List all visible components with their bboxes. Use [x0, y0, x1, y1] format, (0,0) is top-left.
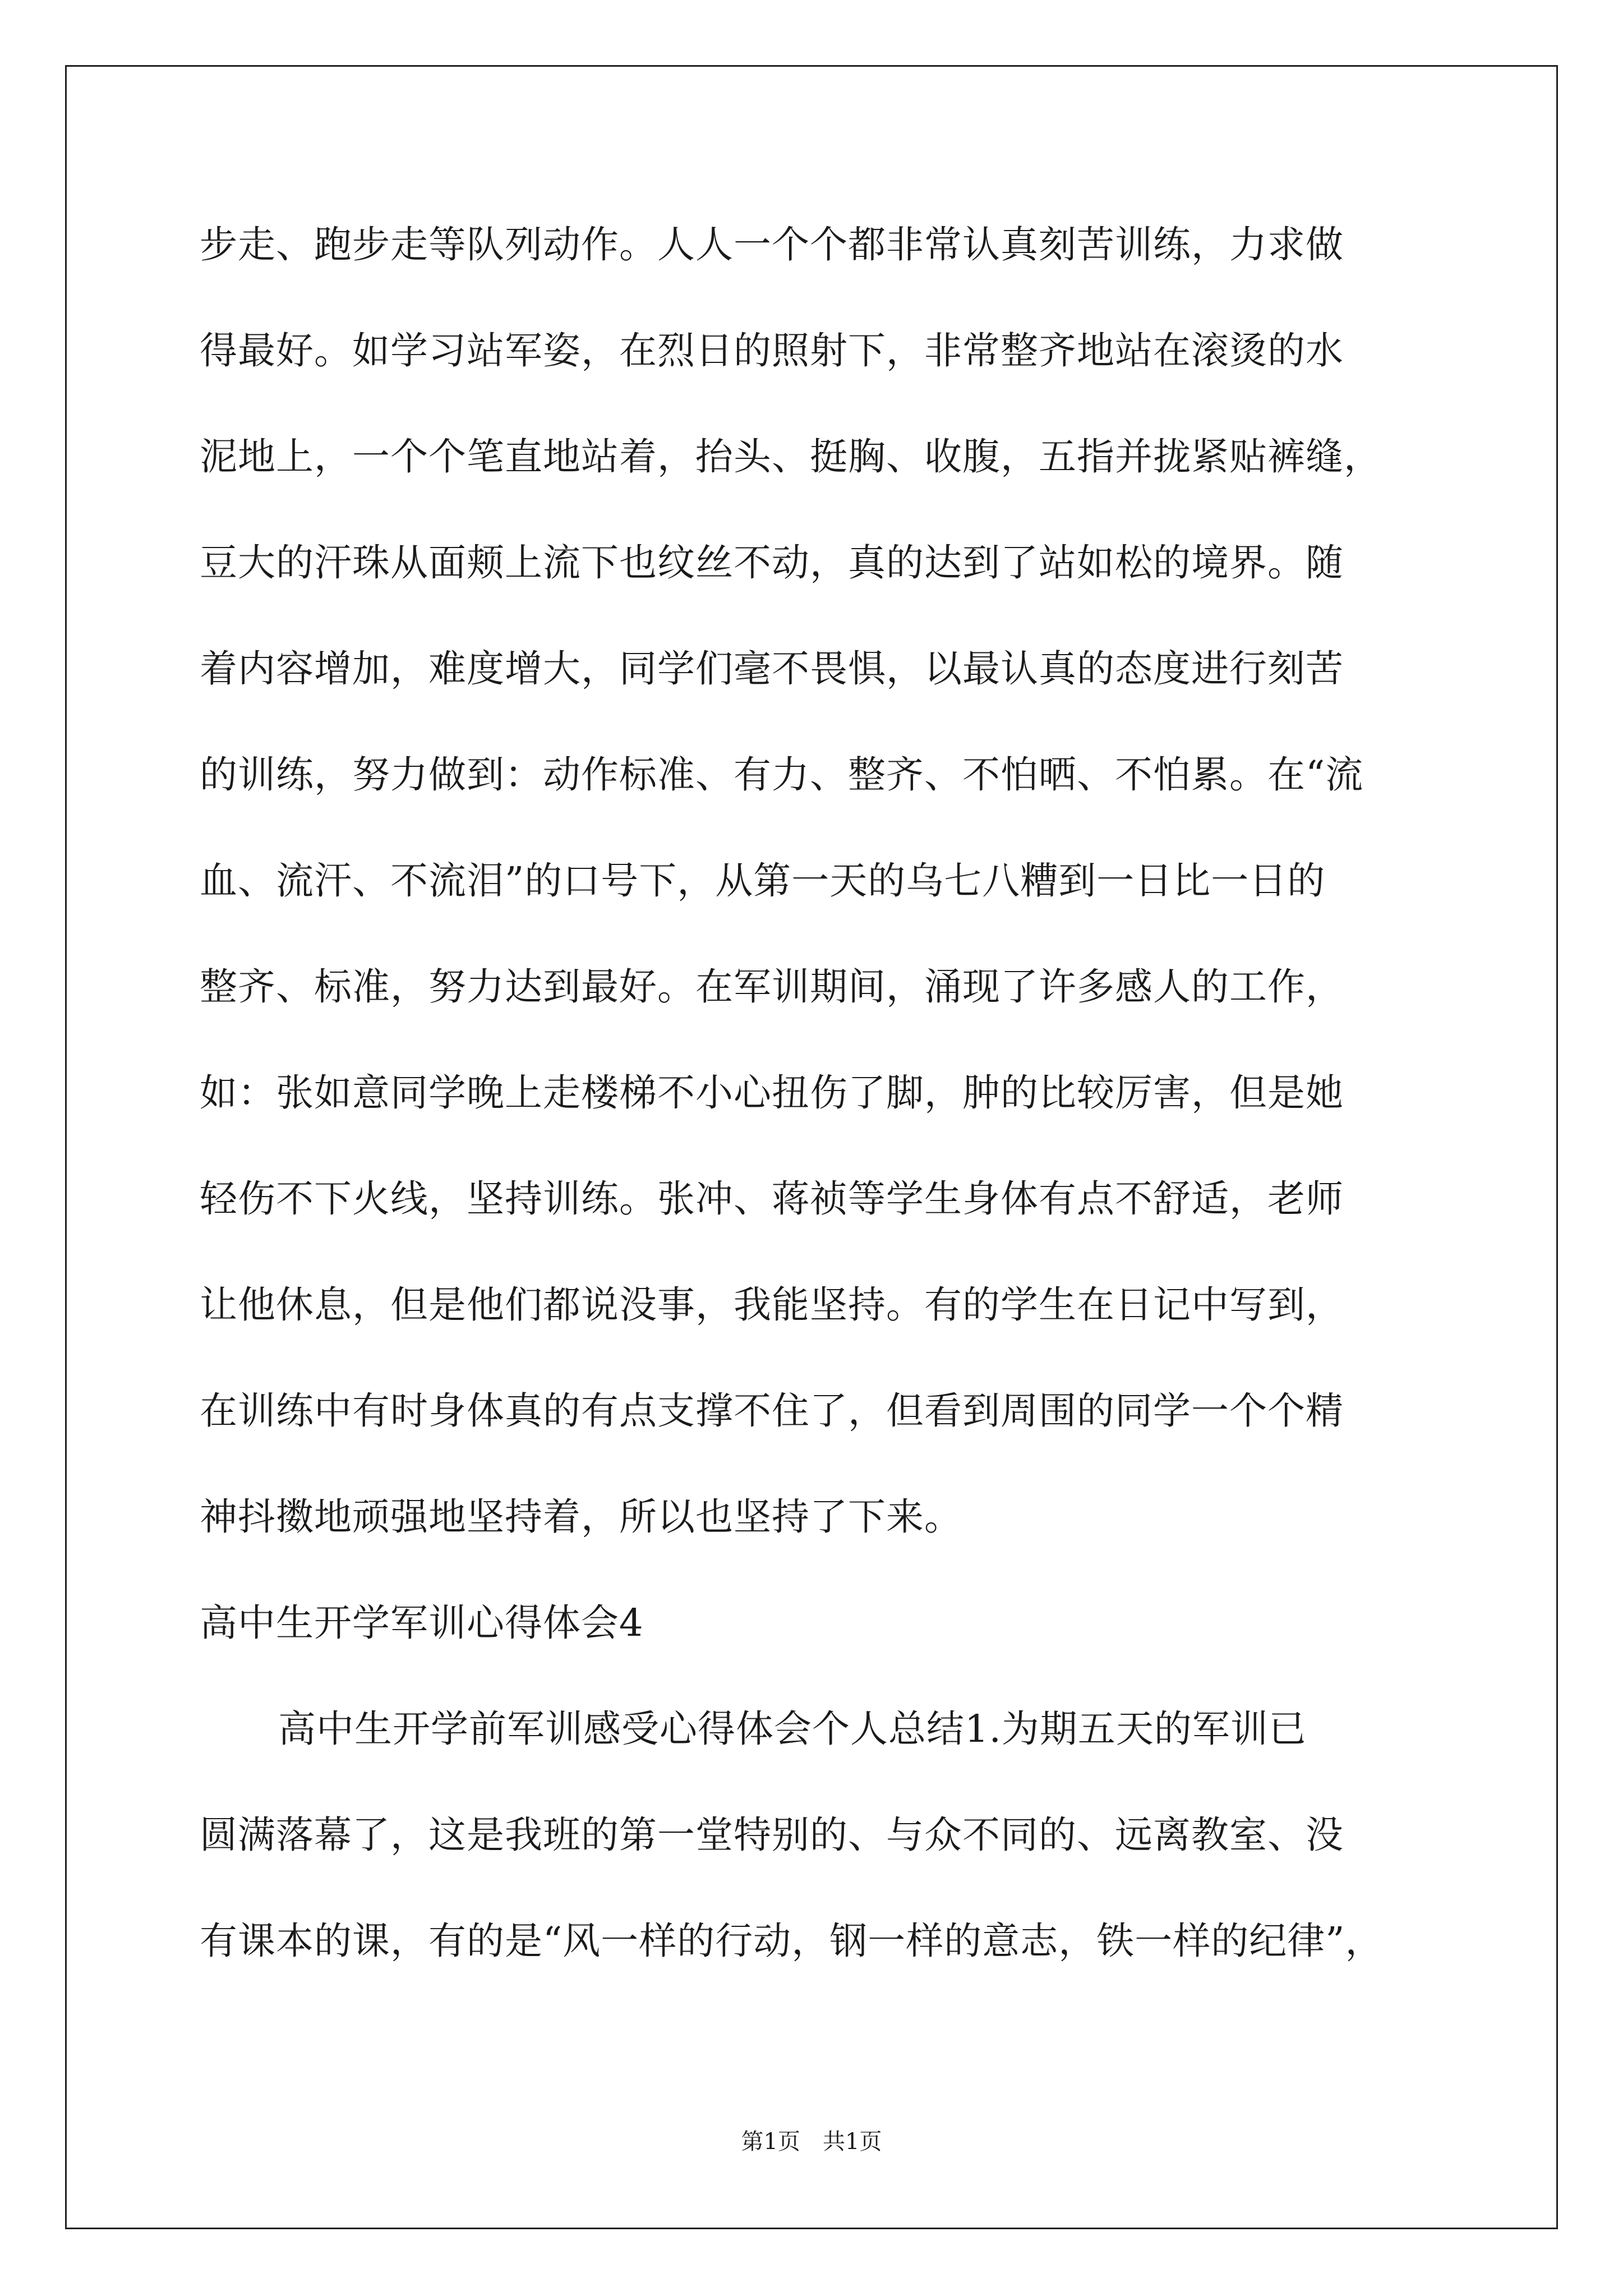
- text-line: 泥地上，一个个笔直地站着，抬头、挺胸、收腹，五指并拢紧贴裤缝，: [200, 435, 1382, 478]
- document-body: [200, 219, 1433, 2021]
- text-line: 让他休息，但是他们都说没事，我能坚持。有的学生在日记中写到，: [200, 1283, 1344, 1327]
- text-line: 神抖擞地顽强地坚持着，所以也坚持了下来。: [200, 1495, 962, 1539]
- text-line: 圆满落幕了，这是我班的第一堂特别的、与众不同的、远离教室、没: [200, 1813, 1344, 1857]
- text-line: 轻伤不下火线，坚持训练。张冲、蒋祯等学生身体有点不舒适，老师: [200, 1177, 1344, 1221]
- text-line: 的训练，努力做到：动作标准、有力、整齐、不怕晒、不怕累。在“流: [200, 753, 1364, 797]
- page-footer: 第1页 共1页: [741, 2129, 882, 2155]
- text-line: 得最好。如学习站军姿，在烈日的照射下，非常整齐地站在滚烫的水: [200, 329, 1344, 372]
- text-line: 血、流汗、不流泪”的口号下，从第一天的乌七八糟到一日比一日的: [200, 859, 1326, 903]
- text-line: 豆大的汗珠从面颊上流下也纹丝不动，真的达到了站如松的境界。随: [200, 541, 1344, 585]
- text-line: 如：张如意同学晚上走楼梯不小心扭伤了脚，肿的比较厉害，但是她: [200, 1071, 1344, 1115]
- text-line: 整齐、标准，努力达到最好。在军训期间，涌现了许多感人的工作，: [200, 965, 1344, 1009]
- section-heading: 高中生开学军训心得体会4: [200, 1601, 644, 1645]
- text-line: 有课本的课，有的是“风一样的行动，钢一样的意志，铁一样的纪律”，: [200, 1919, 1384, 1963]
- text-line: 在训练中有时身体真的有点支撑不住了，但看到周围的同学一个个精: [200, 1389, 1344, 1433]
- text-line: 高中生开学前军训感受心得体会个人总结1.为期五天的军训已: [278, 1707, 1307, 1751]
- text-line: 着内容增加，难度增大，同学们毫不畏惧，以最认真的态度进行刻苦: [200, 647, 1344, 691]
- text-line: 步走、跑步走等队列动作。人人一个个都非常认真刻苦训练，力求做: [200, 223, 1344, 266]
